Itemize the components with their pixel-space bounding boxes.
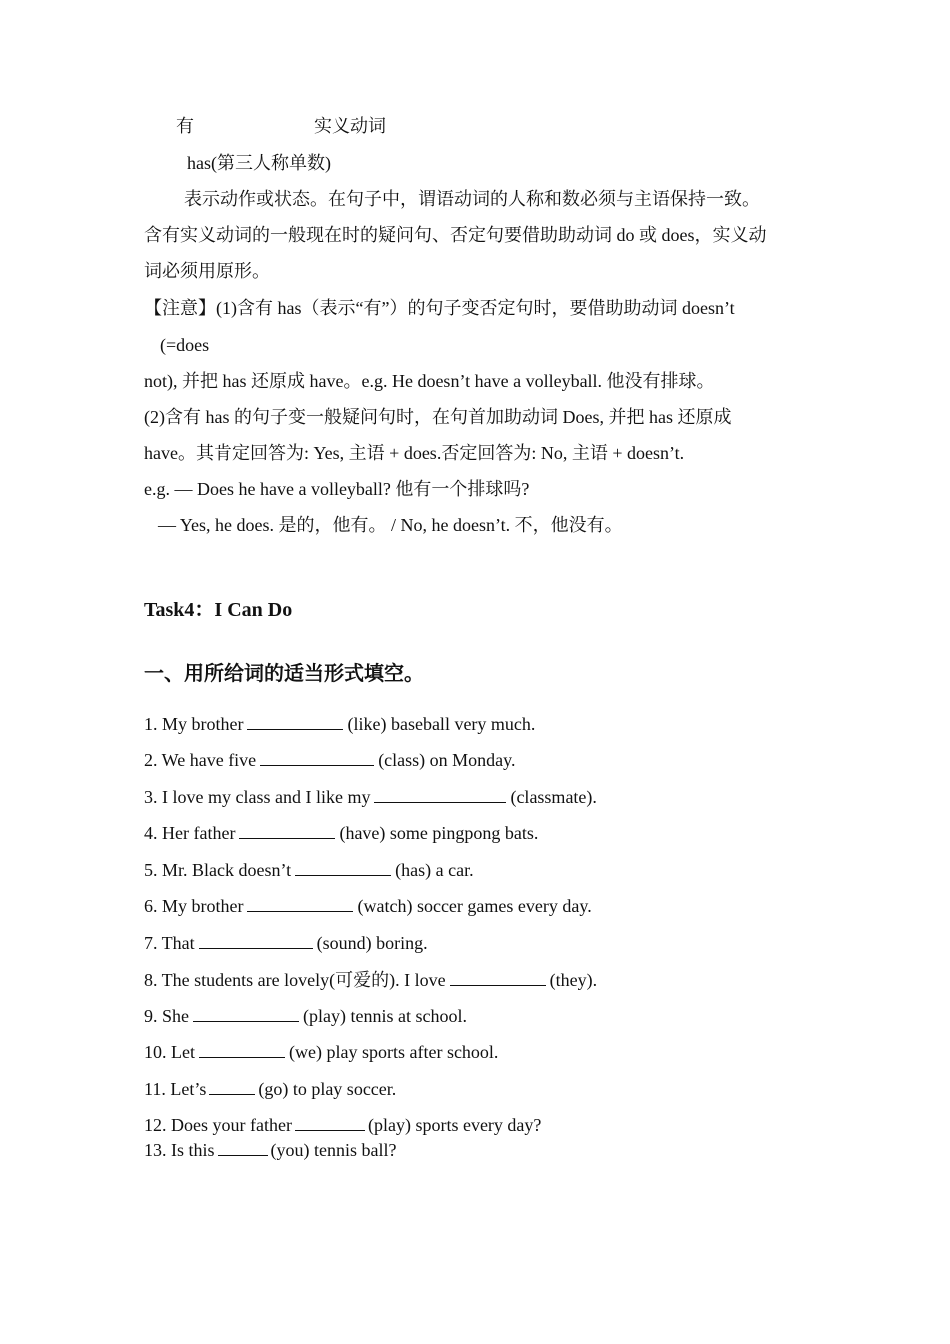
exercise-hint: (go) to play soccer. (258, 1079, 397, 1099)
answer-blank[interactable] (199, 1041, 285, 1058)
answer-blank[interactable] (239, 822, 335, 839)
note-has: has(第三人称单数) (187, 153, 331, 173)
note-col1: 有 (176, 116, 194, 137)
exercise-text: 5. Mr. Black doesn’t (144, 860, 292, 880)
note-p3: 词必须用原形。 (144, 261, 270, 281)
exercise-item (144, 1078, 396, 1100)
exercise-item (144, 713, 535, 735)
exercise-text: 12. Does your father (144, 1115, 292, 1135)
exercise-item (144, 1005, 467, 1027)
answer-blank[interactable] (199, 932, 313, 949)
exercise-item (144, 969, 597, 991)
answer-blank[interactable] (295, 859, 391, 876)
note-p1: 表示动作或状态。在句子中，谓语动词的人称和数必须与主语保持一致。 (184, 189, 760, 209)
answer-blank[interactable] (247, 713, 343, 730)
exercise-text: 1. My brother (144, 714, 244, 734)
exercise-hint: (you) tennis ball? (270, 1140, 397, 1160)
exercise-text: 8. The students are lovely(可爱的). I love (144, 970, 446, 990)
exercise-text: 11. Let’s (144, 1079, 207, 1099)
exercise-hint: (watch) soccer games every day. (357, 896, 592, 916)
exercise-hint: (they). (549, 970, 598, 990)
exercise-hint: (class) on Monday. (378, 750, 516, 770)
exercise-text: 13. Is this (144, 1140, 215, 1160)
exercise-text: 9. She (144, 1006, 189, 1026)
exercise-text: 4. Her father (144, 823, 236, 843)
exercise-hint: (have) some pingpong bats. (339, 823, 539, 843)
exercise-hint: (play) tennis at school. (303, 1006, 467, 1026)
exercise-item (144, 859, 474, 881)
exercise-item (144, 895, 592, 917)
note-col2: 实义动词 (314, 116, 386, 137)
note-attention-4: have。其肯定回答为: Yes, 主语 + does.否定回答为: No, 主语 + doesn’t. (144, 443, 685, 463)
example-answer: — Yes, he does. 是的，他有。 / No, he doesn’t. 不，他没有。 (158, 515, 623, 535)
exercise-text: 10. Let (144, 1042, 195, 1062)
exercise-item (144, 1041, 498, 1063)
answer-blank[interactable] (209, 1078, 255, 1095)
exercise-item (144, 749, 516, 771)
example-question: e.g. — Does he have a volleyball? 他有一个排球吗? (144, 479, 530, 499)
answer-blank[interactable] (260, 749, 374, 766)
exercise-item (144, 822, 538, 844)
note-attention-1: 【注意】(1)含有 has（表示“有”）的句子变否定句时，要借助助动词 doesn’t (144, 298, 735, 318)
exercise-hint: (play) sports every day? (367, 1115, 542, 1135)
exercise-text: 3. I love my class and I like my (144, 787, 371, 807)
answer-blank[interactable] (218, 1139, 268, 1156)
exercise-item (144, 932, 428, 954)
note-attention-2: not), 并把 has 还原成 have。e.g. He doesn’t have a volleyball. 他没有排球。 (144, 371, 715, 391)
exercise-item (144, 1139, 396, 1161)
answer-blank[interactable] (247, 895, 353, 912)
exercise-hint: (like) baseball very much. (347, 714, 536, 734)
exercise-hint: (has) a car. (395, 860, 474, 880)
exercise-text: 7. That (144, 933, 195, 953)
answer-blank[interactable] (295, 1114, 365, 1131)
note-p2: 含有实义动词的一般现在时的疑问句、否定句要借助助动词 do 或 does，实义动 (144, 225, 767, 245)
exercise-item (144, 1114, 541, 1136)
exercise-hint: (we) play sports after school. (289, 1042, 499, 1062)
note-attention-1b: (=does (160, 335, 210, 355)
task-title: Task4：I Can Do (144, 599, 293, 621)
exercise-hint: (classmate). (510, 787, 597, 807)
answer-blank[interactable] (450, 969, 546, 986)
answer-blank[interactable] (193, 1005, 299, 1022)
exercise-hint: (sound) boring. (316, 933, 428, 953)
note-attention-3: (2)含有 has 的句子变一般疑问句时，在句首加助动词 Does, 并把 has 还原成 (144, 407, 732, 427)
exercise-text: 6. My brother (144, 896, 244, 916)
exercise-text: 2. We have five (144, 750, 257, 770)
section-title: 一、用所给词的适当形式填空。 (144, 661, 424, 685)
exercise-item (144, 786, 597, 808)
answer-blank[interactable] (374, 786, 506, 803)
